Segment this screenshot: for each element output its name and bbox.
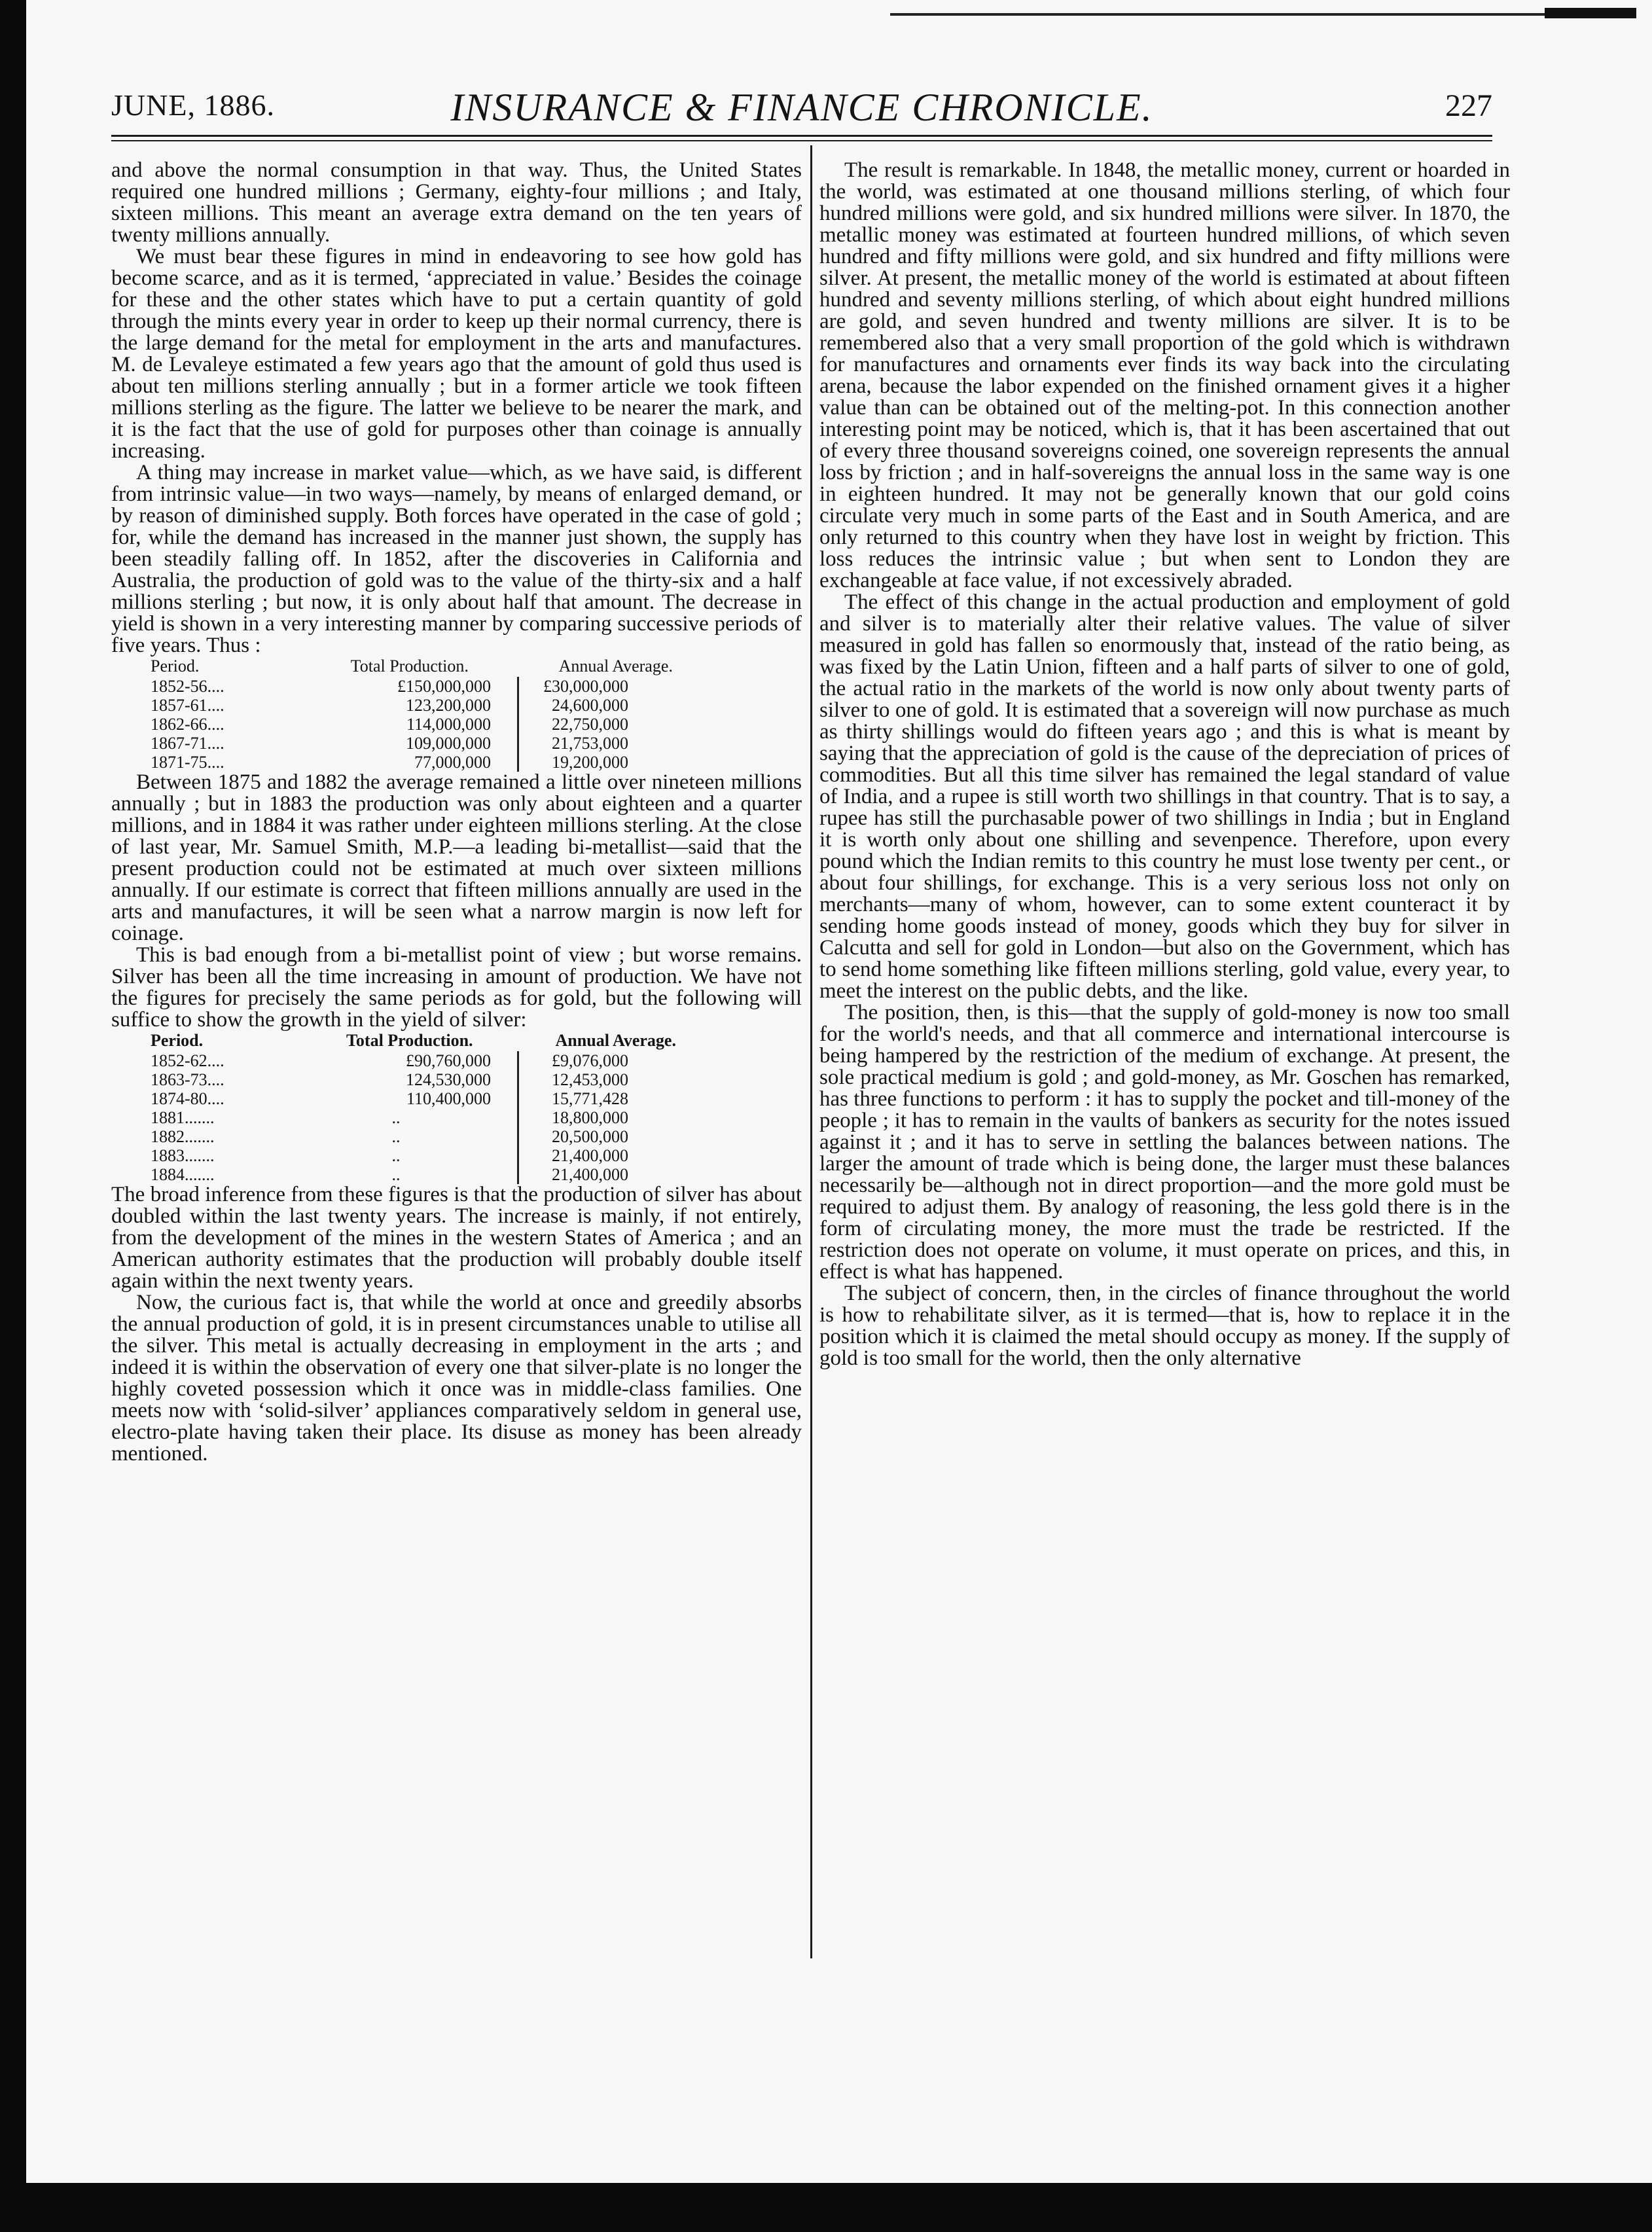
table-row xyxy=(151,1108,713,1127)
total-cell: £150,000,000 xyxy=(301,677,518,696)
paragraph: The broad inference from these figures is that the production of silver has about doubled within the last twenty years. The increase is mainly, if not entirely, from the development of the mines in the western States of America ; and an American authority estimates that the production will probably double itself again within the next twenty years. xyxy=(111,1183,802,1293)
table-row xyxy=(151,753,713,772)
average-cell: £9,076,000 xyxy=(552,1051,628,1070)
paragraph: Now, the curious fact is, that while the world at once and greedily absorbs the annual production of gold, it is in present circumstances unable to utilise all the silver. This metal is actually decreasing in employment in the arts ; and indeed it is within the observation of every one that silver-plate is no longer the highly coveted possession which it once was in middle-class families. One meets now with ‘solid-silver’ appliances comparatively seldom in general use, electro-plate having taken their place. Its disuse as money has been already mentioned. xyxy=(111,1291,802,1466)
period-cell: 1852-62.... xyxy=(151,1051,224,1070)
table-row xyxy=(151,715,713,734)
period-cell: 1883....... xyxy=(151,1146,215,1165)
column-header: Period. xyxy=(151,657,200,675)
scan-edge-bottom xyxy=(26,2183,1652,2232)
period-cell: 1862-66.... xyxy=(151,715,224,734)
period-cell: 1863-73.... xyxy=(151,1070,224,1089)
period-cell: 1852-56.... xyxy=(151,677,224,696)
left-column xyxy=(111,160,802,2136)
journal-title: INSURANCE & FINANCE CHRONICLE. xyxy=(450,86,1153,129)
paragraph: Between 1875 and 1882 the average remained a little over nineteen millions annually ; but in 1883 the production was only about eighteen and a quarter millions, and in 1884 it was rather under eighteen millions sterling. At the close of last year, Mr. Samuel Smith, M.P.—a leading bi-metallist—said that the present production could not be estimated at much over sixteen millions annually. If our estimate is correct that fifteen millions annually are used in the arts and manufactures, it will be seen what a narrow margin is now left for coinage. xyxy=(111,770,802,945)
column-divider xyxy=(810,145,812,1958)
table-row xyxy=(151,677,713,696)
average-cell: 22,750,000 xyxy=(552,715,628,734)
average-cell: 21,400,000 xyxy=(552,1146,628,1165)
average-cell: 24,600,000 xyxy=(552,696,628,715)
column-header: Annual Average. xyxy=(555,1031,676,1050)
period-cell: 1882....... xyxy=(151,1127,215,1146)
top-rule-end xyxy=(1545,8,1636,18)
average-cell: 21,400,000 xyxy=(552,1165,628,1184)
average-cell: 15,771,428 xyxy=(552,1089,628,1108)
table-row xyxy=(151,1146,713,1165)
average-cell: 12,453,000 xyxy=(552,1070,628,1089)
period-cell: 1884....... xyxy=(151,1165,215,1184)
page-number: 227 xyxy=(1445,88,1492,123)
total-cell: 110,400,000 xyxy=(301,1089,518,1108)
paragraph: The effect of this change in the actual production and employment of gold and silver is to materially alter their relative values. The value of silver measured in gold has fallen so enormously that, instead of the ratio being, as was fixed by the Latin Union, fifteen and a half parts of silver to one of gold, the actual ratio in the markets of the world is now only about twenty parts of silver to one of gold. It is estimated that a sovereign will now purchase as much as thirty shillings would do fifteen years ago ; and this is what is meant by saying that the appreciation of gold is the cause of the depreciation of prices of commodities. But all this time silver has remained the legal standard of value of India, and a rupee is still worth two shillings in that country. That is to say, a rupee has still the purchasable power of two shillings in India ; but in England it is worth only about one shilling and sevenpence. Therefore, upon every pound which the Indian remits to this country he must lose twenty per cent., or about four shillings, for exchange. This is a very serious loss not only on merchants—many of whom, however, can to some extent counteract it by sending home goods instead of money, goods which they buy for silver in Calcutta and sell for gold in London—but also on the Government, which has to send home something like fifteen millions sterling, gold value, every year, to meet the interest on the public debts, and the like. xyxy=(819,590,1510,1003)
table-row xyxy=(151,1089,713,1108)
paragraph: The subject of concern, then, in the circles of finance throughout the world is how to rehabilitate silver, as it is termed—that is, how to replace it in the position which it is claimed the metal should occupy as money. If the supply of gold is too small for the world, then the only alternative xyxy=(819,1282,1510,1370)
paragraph: A thing may increase in market value—which, as we have said, is different from intrinsic value—in two ways—namely, by means of enlarged demand, or by reason of diminished supply. Both forces have operated in the case of gold ; for, while the demand has increased in the manner just shown, the supply has been steadily falling off. In 1852, after the discoveries in California and Australia, the production of gold was to the value of the thirty-six and a half millions sterling ; but now, it is only about half that amount. The decrease in yield is shown in a very interesting manner by comparing successive periods of five years. Thus : xyxy=(111,461,802,657)
total-cell: 124,530,000 xyxy=(301,1070,518,1089)
period-cell: 1881....... xyxy=(151,1108,215,1127)
total-cell: 114,000,000 xyxy=(301,715,518,734)
average-cell: 18,800,000 xyxy=(552,1108,628,1127)
table-row xyxy=(151,734,713,753)
table-row xyxy=(151,1127,713,1146)
column-header: Annual Average. xyxy=(558,657,673,675)
table-row xyxy=(151,1051,713,1070)
period-cell: 1871-75.... xyxy=(151,753,224,772)
total-cell: £90,760,000 xyxy=(301,1051,518,1070)
column-header: Total Production. xyxy=(350,657,469,675)
paragraph: This is bad enough from a bi-metallist point of view ; but worse remains. Silver has been all the time increasing in amount of production. We have not the figures for precisely the same periods as for gold, but the following will suffice to show the growth in the yield of silver: xyxy=(111,943,802,1032)
total-cell: .. xyxy=(301,1165,518,1184)
average-cell: 19,200,000 xyxy=(552,753,628,772)
table-header-row xyxy=(151,1031,713,1051)
table-header-row xyxy=(151,657,713,677)
paragraph: and above the normal consumption in that way. Thus, the United States required one hundred millions ; Germany, eighty-four millions ; and Italy, sixteen millions. This meant an average extra demand on the ten years of twenty millions annually. xyxy=(111,158,802,247)
total-cell: 77,000,000 xyxy=(301,753,518,772)
column-header: Period. xyxy=(151,1031,204,1050)
scan-edge-left xyxy=(0,0,26,2232)
total-cell: .. xyxy=(301,1108,518,1127)
right-column xyxy=(819,160,1510,2136)
top-rule xyxy=(890,13,1545,16)
silver-production-table xyxy=(151,1031,713,1184)
period-cell: 1867-71.... xyxy=(151,734,224,753)
table-row xyxy=(151,1070,713,1089)
table-row xyxy=(151,1165,713,1184)
header-rule xyxy=(111,135,1492,137)
total-cell: 109,000,000 xyxy=(301,734,518,753)
paragraph: We must bear these figures in mind in endeavoring to see how gold has become scarce, and as it is termed, ‘appreciated in value.’ Besides the coinage for these and the other states which have to put a certain quantity of gold through the mints every year in order to keep up their normal currency, there is the large demand for the metal for employment in the arts and manufactures. M. de Levaleye estimated a few years ago that the amount of gold thus used is about ten millions sterling annually ; but in a former article we took fifteen millions sterling as the figure. The latter we believe to be nearer the mark, and it is the fact that the use of gold for purposes other than coinage is annually increasing. xyxy=(111,245,802,463)
period-cell: 1857-61.... xyxy=(151,696,224,715)
total-cell: .. xyxy=(301,1146,518,1165)
average-cell: 21,753,000 xyxy=(552,734,628,753)
page-header xyxy=(111,85,1492,137)
gold-production-table xyxy=(151,657,713,772)
paragraph: The result is remarkable. In 1848, the metallic money, current or hoarded in the world, was estimated at one thousand millions sterling, of which four hundred millions were gold, and six hundred millions were silver. In 1870, the metallic money was estimated at fourteen hundred millions, of which seven hundred and fifty millions were gold, and six hundred and fifty millions were silver. At present, the metallic money of the world is estimated at about fifteen hundred and seventy millions sterling, of which about eight hundred millions are gold, and seven hundred and twenty millions are silver. It is to be remembered also that a very small proportion of the gold which is withdrawn for manufactures and ornaments ever finds its way back into the circulating arena, because the labor expended on the finished ornament gives it a higher value than can be obtained out of the melting-pot. In this connection another interesting point may be noticed, which is, that it has been ascertained that out of every three thousand sovereigns coined, one sovereign represents the annual loss by friction ; and in half-sovereigns the annual loss in the same way is one in eighteen hundred. It may not be generally known that our gold coins circulate very much in some parts of the East and in South America, and are only returned to this country when they have lost in weight by friction. This loss reduces the intrinsic value ; but when sent to London they are exchangeable at face value, if not excessively abraded. xyxy=(819,158,1510,592)
average-cell: £30,000,000 xyxy=(543,677,628,696)
period-cell: 1874-80.... xyxy=(151,1089,224,1108)
average-cell: 20,500,000 xyxy=(552,1127,628,1146)
table-row xyxy=(151,696,713,715)
total-cell: .. xyxy=(301,1127,518,1146)
header-rule-thin xyxy=(111,140,1492,141)
total-cell: 123,200,000 xyxy=(301,696,518,715)
column-header: Total Production. xyxy=(346,1031,473,1050)
paragraph: The position, then, is this—that the supply of gold-money is now too small for the world's needs, and that all commerce and international intercourse is being hampered by the restriction of the medium of exchange. At present, the sole practical medium is gold ; and gold-money, as Mr. Goschen has remarked, has three functions to perform : it has to supply the pocket and till-money of the people ; it has to remain in the vaults of bankers as security for the notes issued against it ; and it has to serve in settling the balances between nations. The larger the amount of trade which is being done, the larger must these balances necessarily be—although not in direct proportion—and the more gold must be required to adjust them. By analogy of reasoning, the less gold there is in the form of circulating money, the more must the trade be restricted. If the restriction does not operate on volume, it must operate on prices, and this, in effect is what has happened. xyxy=(819,1001,1510,1284)
issue-date: JUNE, 1886. xyxy=(111,88,275,122)
